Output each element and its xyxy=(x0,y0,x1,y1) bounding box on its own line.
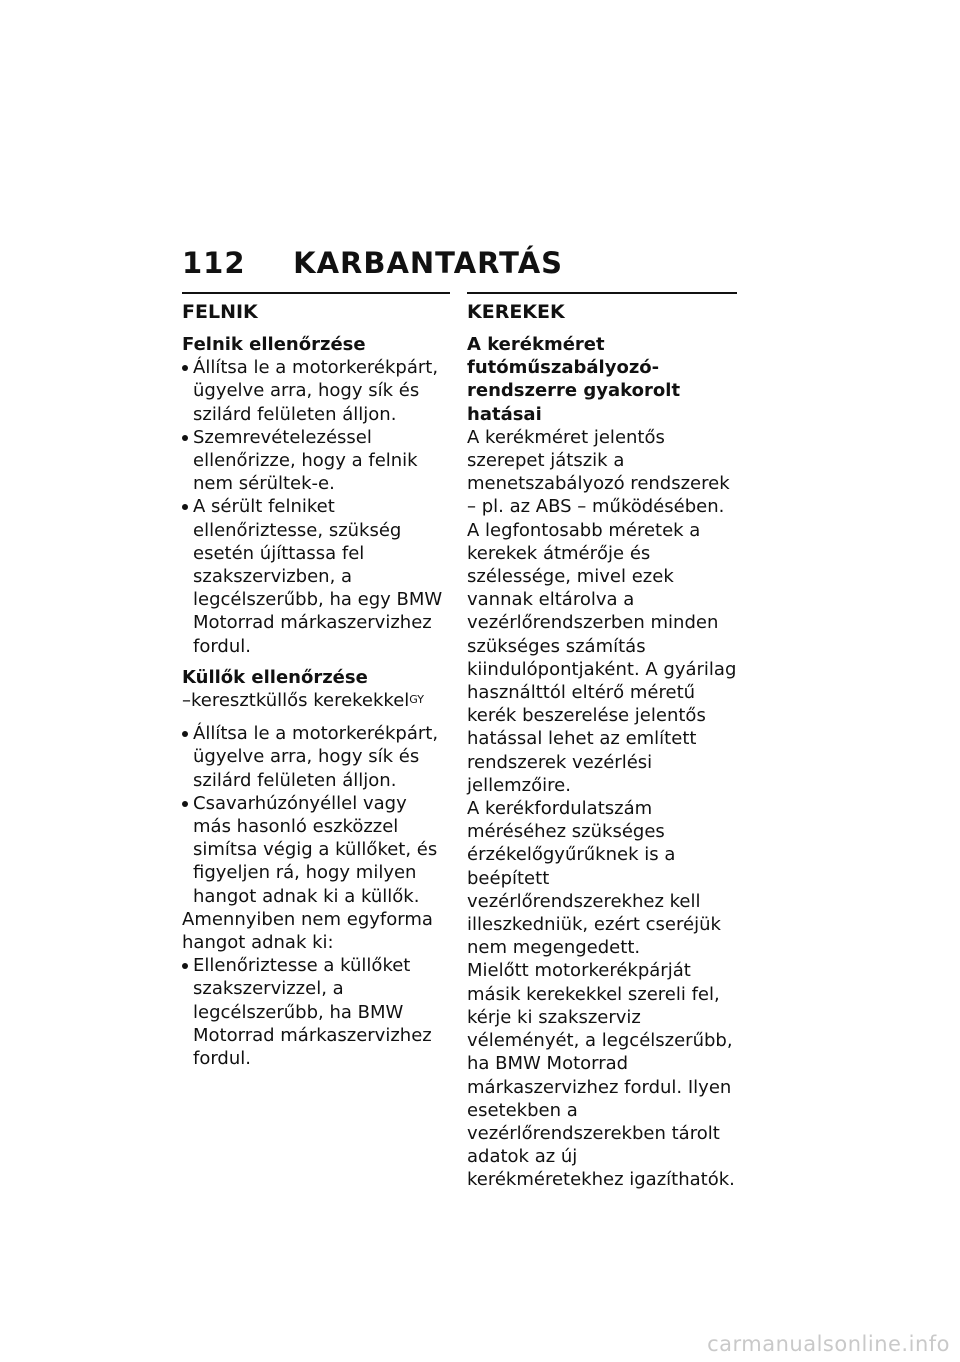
list-item: Állítsa le a motorkerékpárt, ügyelve arra, hogy sík és szilárd felületen álljon. xyxy=(182,356,450,426)
spoke-check-list xyxy=(182,722,450,908)
spoke-note-text: –keresztküllős kerekekkel xyxy=(182,690,410,712)
right-column xyxy=(467,292,737,1192)
wheel-paragraph: A kerékméret jelentős szerepet játszik a menetszabályozó rendszerek – pl. az ABS – működésében. A legfontosabb méretek a kerekek átmérője és szélessége, mivel ezek vannak eltárolva a vezérlőrendszerben minden szükséges számítás kiindulópontjaként. A gyárilag használttól eltérő méretű kerék beszerelése jelentős hatással lehet az említett rendszerek vezérlési jellemzőire. xyxy=(467,426,737,796)
wheel-paragraph: A kerékfordulatszám méréséhez szükséges érzékelőgyűrűknek is a beépített vezérlőrendszerekhez kell illeszkedniük, ezért cseréjük nem megengedett. xyxy=(467,798,721,959)
section-title-rims: FELNIK xyxy=(182,301,258,323)
rim-check-heading: Felnik ellenőrzése xyxy=(182,334,366,355)
section-rule xyxy=(467,292,737,294)
conditional-text: Amennyiben nem egyforma hangot adnak ki: xyxy=(182,908,433,954)
section-title-wheels: KEREKEK xyxy=(467,301,565,323)
list-item: Ellenőriztesse a küllőket szakszervizzel, a legcélszerűbb, ha BMW Motorrad márkaszervizhez fordul. xyxy=(182,954,450,1070)
left-column xyxy=(182,292,450,1070)
list-item: Csavarhúzónyéllel vagy más hasonló eszközzel simítsa végig a küllőket, és figyeljen rá, hogy milyen hangot adnak ki a küllők. xyxy=(182,792,450,908)
watermark: carmanualsonline.info xyxy=(707,1332,950,1356)
spoke-check-note xyxy=(182,689,450,712)
equipment-tag: GY xyxy=(409,693,424,707)
rim-check-list xyxy=(182,356,450,658)
chapter-title: KARBANTARTÁS xyxy=(293,246,564,280)
list-item: Szemrevételezéssel ellenőrizze, hogy a felnik nem sérültek-e. xyxy=(182,426,450,496)
wheel-size-heading: A kerékméret futóműszabályozó-rendszerre gyakorolt hatásai xyxy=(467,334,681,425)
page-header xyxy=(182,246,563,280)
spoke-action-list xyxy=(182,954,450,1070)
list-item: Állítsa le a motorkerékpárt, ügyelve arra, hogy sík és szilárd felületen álljon. xyxy=(182,722,450,792)
spoke-check-heading: Küllők ellenőrzése xyxy=(182,666,368,688)
wheel-paragraph: Mielőtt motorkerékpárját másik kerekekkel szereli fel, kérje ki szakszerviz véleményét, a legcélszerűbb, ha BMW Motorrad márkaszervizhez fordul. Ilyen esetekben a vezérlőrendszerekben tárolt adatok az új kerékméretekhez igazíthatók. xyxy=(467,960,735,1191)
section-rule xyxy=(182,292,450,294)
page-number: 112 xyxy=(182,246,246,280)
list-item: A sérült felniket ellenőriztesse, szükség esetén újíttassa fel szakszervizben, a legcélszerűbb, ha egy BMW Motorrad márkaszervizhez fordul. xyxy=(182,495,450,657)
